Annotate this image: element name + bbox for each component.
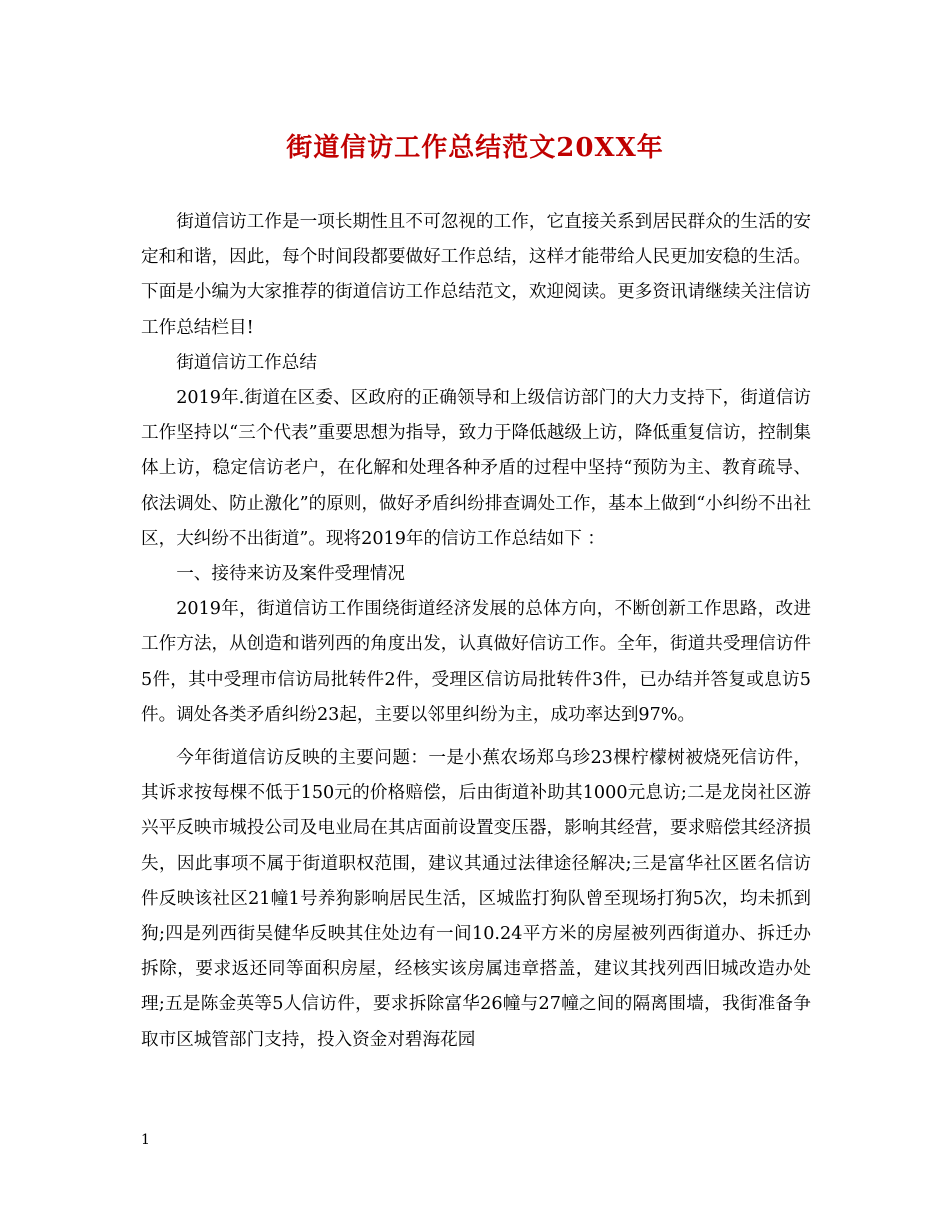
document-title: 街道信访工作总结范文20XX年 [286,133,664,163]
intro-paragraph: 街道信访工作是一项长期性且不可忽视的工作，它直接关系到居民群众的生活的安定和和谐，因此，每个时间段都要做好工作总结，这样才能带给人民更加安稳的生活。下面是小编为大家推荐的街道信访工作总结范文，欢迎阅读。更多资讯请继续关注信访工作总结栏目! [141,212,811,338]
case-summary-paragraph: 2019年，街道信访工作围绕街道经济发展的总体方向，不断创新工作思路，改进工作方法，从创造和谐列西的角度出发，认真做好信访工作。全年，街道共受理信访件5件，其中受理市信访局批转件2件，受理区信访局批转件3件，已办结并答复或息访5件。调处各类矛盾纠纷23起，主要以邻里纠纷为主，成功率达到97%。 [141,599,811,725]
section-heading: 街道信访工作总结 [176,352,317,373]
issues-paragraph: 今年街道信访反映的主要问题：一是小蕉农场郑乌珍23棵柠檬树被烧死信访件，其诉求按每棵不低于150元的价格赔偿，后由街道补助其1000元息访;二是龙岗社区游兴平反映市城投公司及电业局在其店面前设置变压器，影响其经营，要求赔偿其经济损失，因此事项不属于街道职权范围，建议其通过法律途径解决;三是富华社区匿名信访件反映该社区21幢1号养狗影响居民生活，区城监打狗队曾至现场打狗5次，均未抓到狗;四是列西街吴健华反映其住处边有一间10.24平方米的房屋被列西街道办、拆迁办拆除，要求返还同等面积房屋，经核实该房属违章搭盖，建议其找列西旧城改造办处理;五是陈金英等5人信访件，要求拆除富华26幢与27幢之间的隔离围墙，我街准备争取市区城管部门支持，投入资金对碧海花园 [141,748,811,1050]
overview-paragraph: 2019年.街道在区委、区政府的正确领导和上级信访部门的大力支持下，街道信访工作坚持以“三个代表”重要思想为指导，致力于降低越级上访，降低重复信访，控制集体上访，稳定信访老户，在化解和处理各种矛盾的过程中坚持“预防为主、教育疏导、依法调处、防止激化”的原则，做好矛盾纠纷排查调处工作，基本上做到“小纠纷不出社区，大纠纷不出街道”。现将2019年的信访工作总结如下 ： [141,388,811,549]
subsection-heading: 一、接待来访及案件受理情况 [176,564,405,585]
page-number: 1 [141,1132,150,1148]
document-body [141,205,811,1058]
